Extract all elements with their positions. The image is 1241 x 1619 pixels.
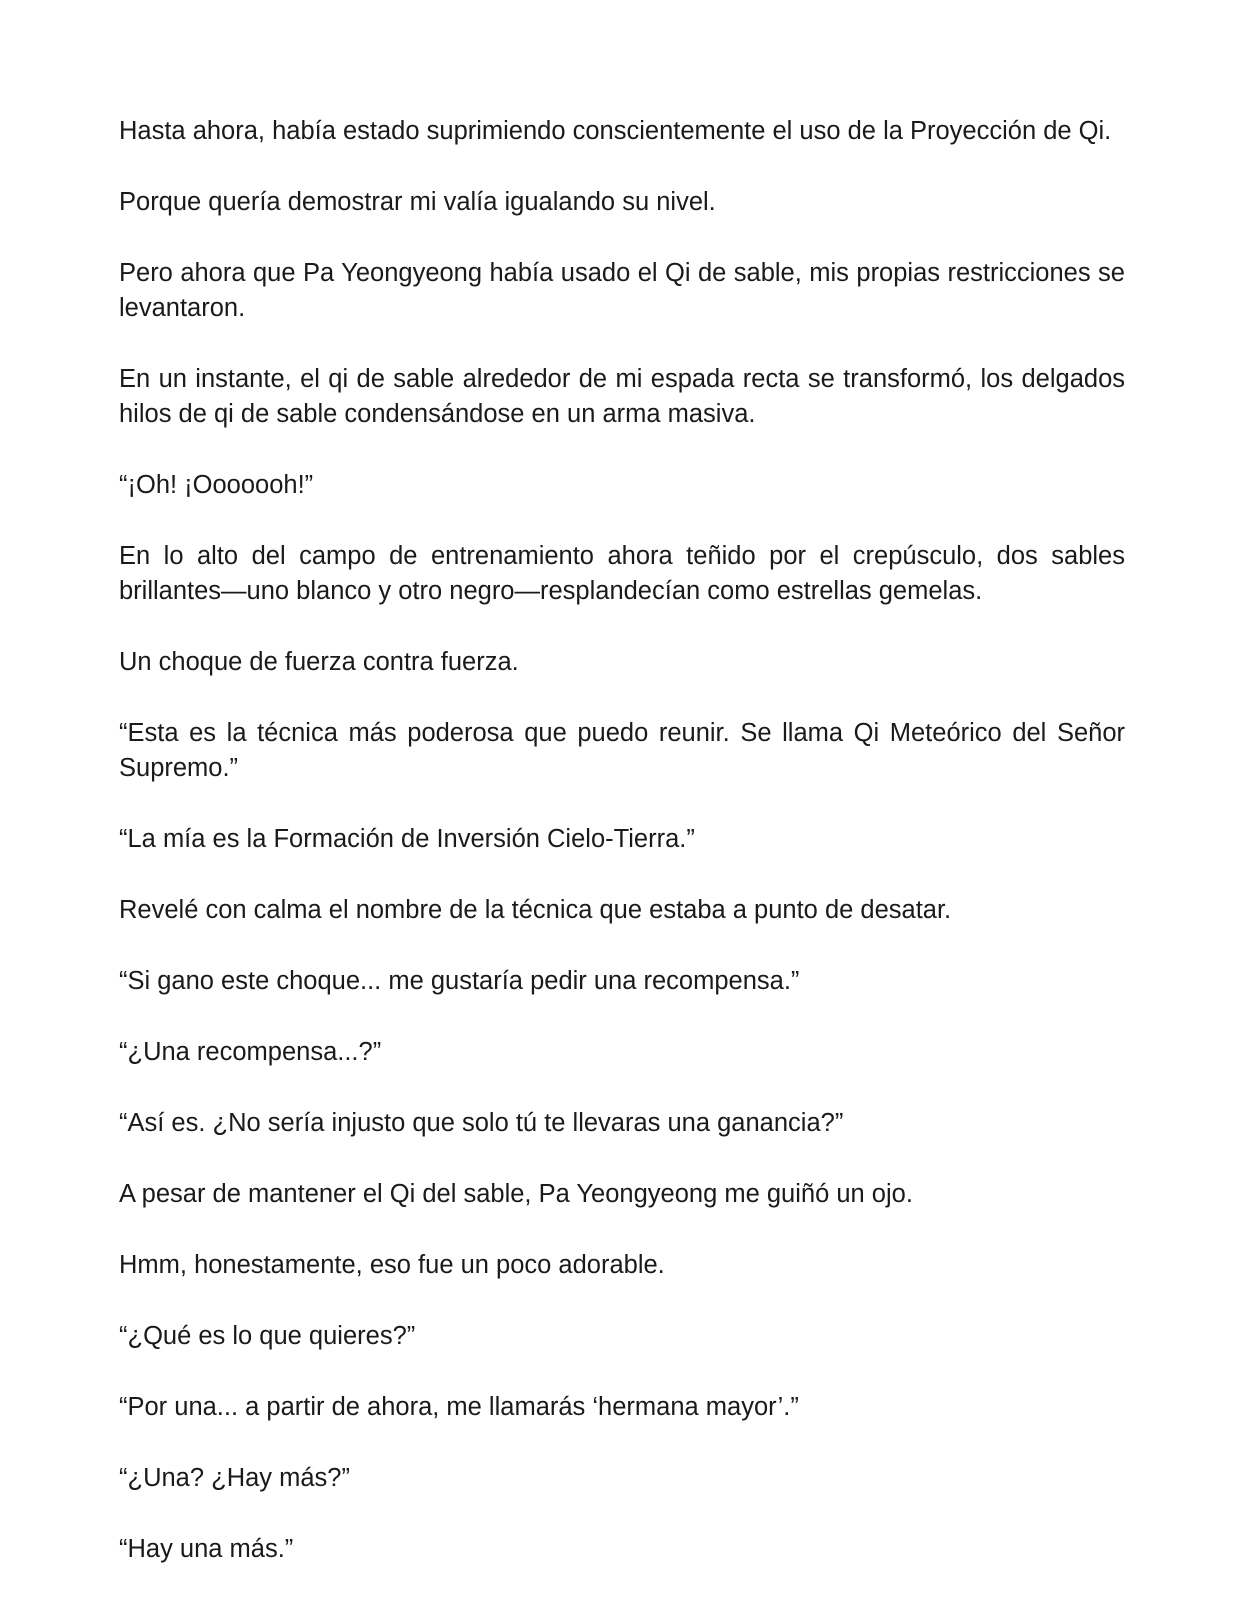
dialogue-line: “¡Oh! ¡Ooooooh!” (119, 471, 314, 499)
paragraph: Revelé con calma el nombre de la técnica que estaba a punto de desatar. (119, 896, 952, 924)
dialogue-line: “¿Una? ¿Hay más?” (119, 1464, 350, 1492)
paragraph: A pesar de mantener el Qi del sable, Pa Yeongyeong me guiñó un ojo. (119, 1180, 913, 1208)
dialogue-line: “La mía es la Formación de Inversión Cielo-Tierra.” (119, 825, 695, 853)
dialogue-line: “Así es. ¿No sería injusto que solo tú te llevaras una ganancia?” (119, 1109, 844, 1137)
dialogue-line: “Por una... a partir de ahora, me llamarás ‘hermana mayor’.” (119, 1393, 799, 1421)
paragraph: Un choque de fuerza contra fuerza. (119, 648, 519, 676)
dialogue-line: “Si gano este choque... me gustaría pedir una recompensa.” (119, 967, 800, 995)
dialogue-line: “Esta es la técnica más poderosa que puedo reunir. Se llama Qi Meteórico del Señor Supremo.” (119, 719, 1125, 782)
document-body (119, 114, 1125, 1567)
dialogue-line: “¿Qué es lo que quieres?” (119, 1322, 416, 1350)
dialogue-line: “Hay una más.” (119, 1535, 294, 1563)
paragraph: Hmm, honestamente, eso fue un poco adorable. (119, 1251, 665, 1279)
paragraph: En un instante, el qi de sable alrededor de mi espada recta se transformó, los delgados hilos de qi de sable condensándose en un arma masiva. (119, 365, 1125, 428)
paragraph: Pero ahora que Pa Yeongyeong había usado el Qi de sable, mis propias restricciones se levantaron. (119, 259, 1125, 322)
dialogue-line: “¿Una recompensa...?” (119, 1038, 382, 1066)
paragraph: En lo alto del campo de entrenamiento ahora teñido por el crepúsculo, dos sables brillantes—uno blanco y otro negro—resplandecían como estrellas gemelas. (119, 542, 1125, 605)
paragraph: Porque quería demostrar mi valía igualando su nivel. (119, 188, 716, 216)
paragraph: Hasta ahora, había estado suprimiendo conscientemente el uso de la Proyección de Qi. (119, 117, 1112, 145)
